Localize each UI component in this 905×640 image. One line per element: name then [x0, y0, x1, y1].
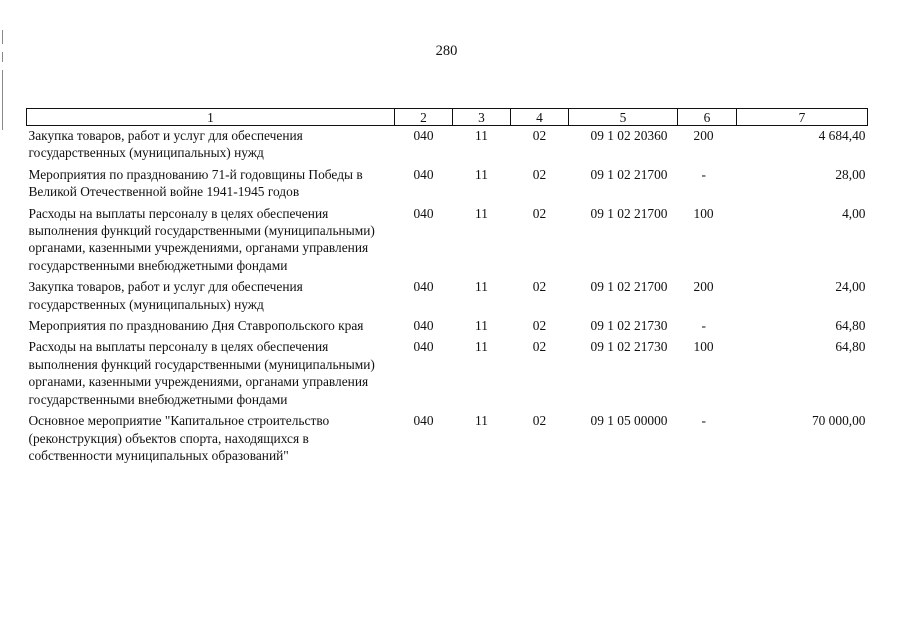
- amount: 70 000,00: [811, 413, 866, 429]
- ministry-code: 040: [413, 166, 434, 182]
- column-header: 6: [678, 109, 737, 126]
- target-item-code: 09 1 02 21730: [590, 339, 668, 355]
- ministry-code: 040: [413, 205, 434, 221]
- budget-table: [26, 108, 868, 467]
- page-number: 280: [435, 43, 458, 59]
- expense-name: Расходы на выплаты персоналу в целях обеспечения выполнения функций государственными (муниципальными) органами, казенными учреждениями, органами управления государственными внебюджетными фондами: [28, 205, 375, 273]
- column-header: 5: [569, 109, 678, 126]
- table-header-row: [27, 109, 868, 126]
- scan-edge-mark: [2, 30, 3, 44]
- target-item-code: 09 1 05 00000: [590, 413, 668, 429]
- expense-name: Основное мероприятие "Капитальное строительство (реконструкция) объектов спорта, находящихся в собственности муниципальных образований": [28, 413, 330, 463]
- section-code: 11: [475, 166, 488, 182]
- expense-type-code: 200: [693, 128, 714, 143]
- section-code: 11: [475, 128, 488, 143]
- section-code: 11: [475, 205, 488, 221]
- target-item-code: 09 1 02 20360: [590, 128, 668, 143]
- expense-type-code: -: [701, 318, 706, 334]
- subsection-code: 02: [532, 318, 547, 334]
- amount: 28,00: [835, 166, 866, 182]
- expense-name: Закупка товаров, работ и услуг для обеспечения государственных (муниципальных) нужд: [28, 128, 303, 161]
- column-header: 7: [737, 109, 868, 126]
- amount: 24,00: [835, 279, 866, 295]
- expense-type-code: -: [701, 413, 706, 429]
- expense-name: Мероприятия по празднованию 71-й годовщины Победы в Великой Отечественной войне 1941-1945 годов: [28, 166, 363, 200]
- scan-edge-mark: [2, 70, 3, 130]
- column-header: 4: [511, 109, 569, 126]
- expense-type-code: -: [701, 166, 706, 182]
- column-header: 1: [27, 109, 395, 126]
- subsection-code: 02: [532, 279, 547, 295]
- table-row: [27, 316, 868, 337]
- expense-type-code: 200: [693, 279, 714, 295]
- table-row: [27, 411, 868, 467]
- subsection-code: 02: [532, 205, 547, 221]
- target-item-code: 09 1 02 21700: [590, 205, 668, 221]
- subsection-code: 02: [532, 339, 547, 355]
- table-row: [27, 277, 868, 316]
- table-row: [27, 337, 868, 411]
- table-row: [27, 126, 868, 165]
- table-row: [27, 204, 868, 278]
- expense-type-code: 100: [693, 205, 714, 221]
- column-header: 3: [453, 109, 511, 126]
- expense-name: Мероприятия по празднованию Дня Ставропольского края: [28, 318, 364, 334]
- ministry-code: 040: [413, 279, 434, 295]
- amount: 64,80: [835, 318, 866, 334]
- amount: 4 684,40: [818, 128, 866, 143]
- target-item-code: 09 1 02 21700: [590, 166, 668, 182]
- column-header: 2: [395, 109, 453, 126]
- section-code: 11: [475, 318, 488, 334]
- ministry-code: 040: [413, 318, 434, 334]
- expense-name: Закупка товаров, работ и услуг для обеспечения государственных (муниципальных) нужд: [28, 279, 303, 312]
- expense-name: Расходы на выплаты персоналу в целях обеспечения выполнения функций государственными (муниципальными) органами, казенными учреждениями, органами управления государственными внебюджетными фондами: [28, 339, 375, 407]
- table-row: [27, 165, 868, 204]
- subsection-code: 02: [532, 128, 547, 143]
- subsection-code: 02: [532, 166, 547, 182]
- amount: 4,00: [842, 205, 866, 221]
- ministry-code: 040: [413, 128, 434, 143]
- ministry-code: 040: [413, 339, 434, 355]
- target-item-code: 09 1 02 21730: [590, 318, 668, 334]
- section-code: 11: [475, 339, 488, 355]
- expense-type-code: 100: [693, 339, 714, 355]
- section-code: 11: [475, 413, 488, 429]
- ministry-code: 040: [413, 413, 434, 429]
- section-code: 11: [475, 279, 488, 295]
- amount: 64,80: [835, 339, 866, 355]
- target-item-code: 09 1 02 21700: [590, 279, 668, 295]
- subsection-code: 02: [532, 413, 547, 429]
